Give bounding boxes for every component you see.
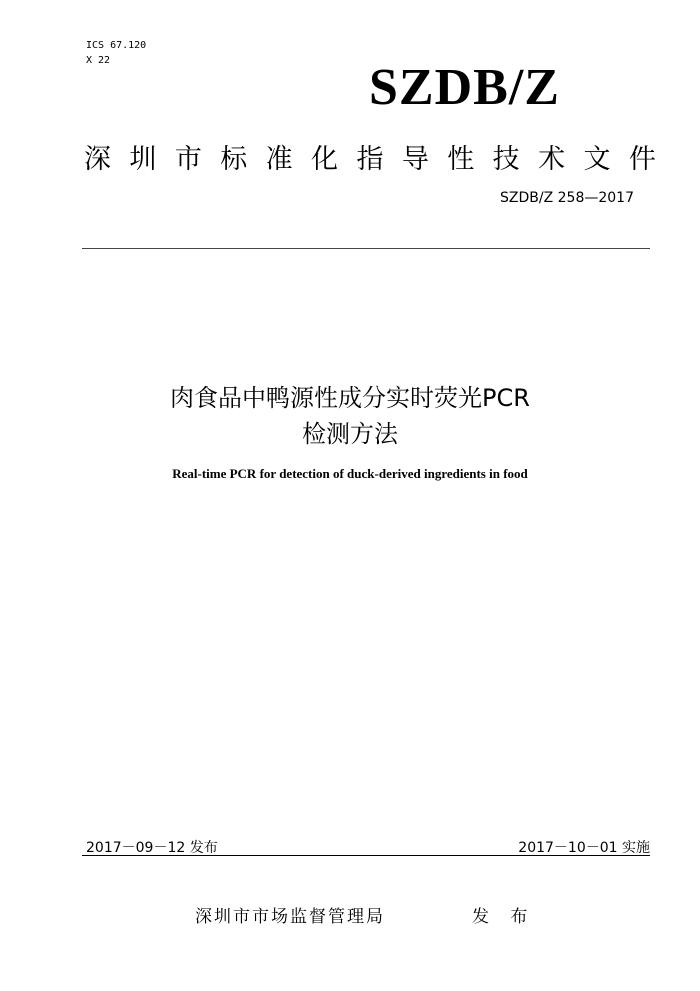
- document-type-char: 圳: [129, 144, 157, 175]
- title-line-2: 检测方法: [302, 420, 398, 448]
- issuing-authority: 深圳市市场监督管理局: [195, 907, 385, 927]
- document-type-char: 准: [265, 144, 293, 175]
- document-type-char: 深: [84, 144, 111, 175]
- document-type-char: 文: [583, 144, 611, 175]
- footer-divider: [82, 855, 650, 856]
- publish-date: 2017－09－12 发布: [86, 840, 218, 856]
- document-type: [84, 137, 656, 176]
- document-type-char: 性: [447, 144, 475, 175]
- header-divider: [82, 248, 650, 249]
- document-type-char: 导: [401, 144, 429, 175]
- document-title: [0, 380, 700, 452]
- document-type-char: 市: [174, 144, 202, 175]
- standard-logo: SZDB/Z: [369, 59, 560, 116]
- standard-number: SZDB/Z 258—2017: [500, 190, 634, 206]
- document-type-char: 件: [628, 144, 656, 175]
- document-type-char: 指: [356, 144, 384, 175]
- title-line-1: 肉食品中鸭源性成分实时荧光PCR: [170, 384, 530, 412]
- document-type-char: 化: [311, 144, 339, 175]
- issue-label: 发 布: [472, 907, 536, 927]
- english-title: Real-time PCR for detection of duck-derived ingredients in food: [172, 466, 528, 481]
- classification-codes: [86, 38, 146, 68]
- implement-date: 2017－10－01 实施: [518, 840, 650, 856]
- document-type-char: 技: [492, 144, 520, 175]
- document-type-char: 术: [538, 144, 566, 175]
- ccs-code: X 22: [86, 55, 111, 66]
- ics-code: ICS 67.120: [86, 40, 147, 51]
- document-type-char: 标: [220, 144, 248, 175]
